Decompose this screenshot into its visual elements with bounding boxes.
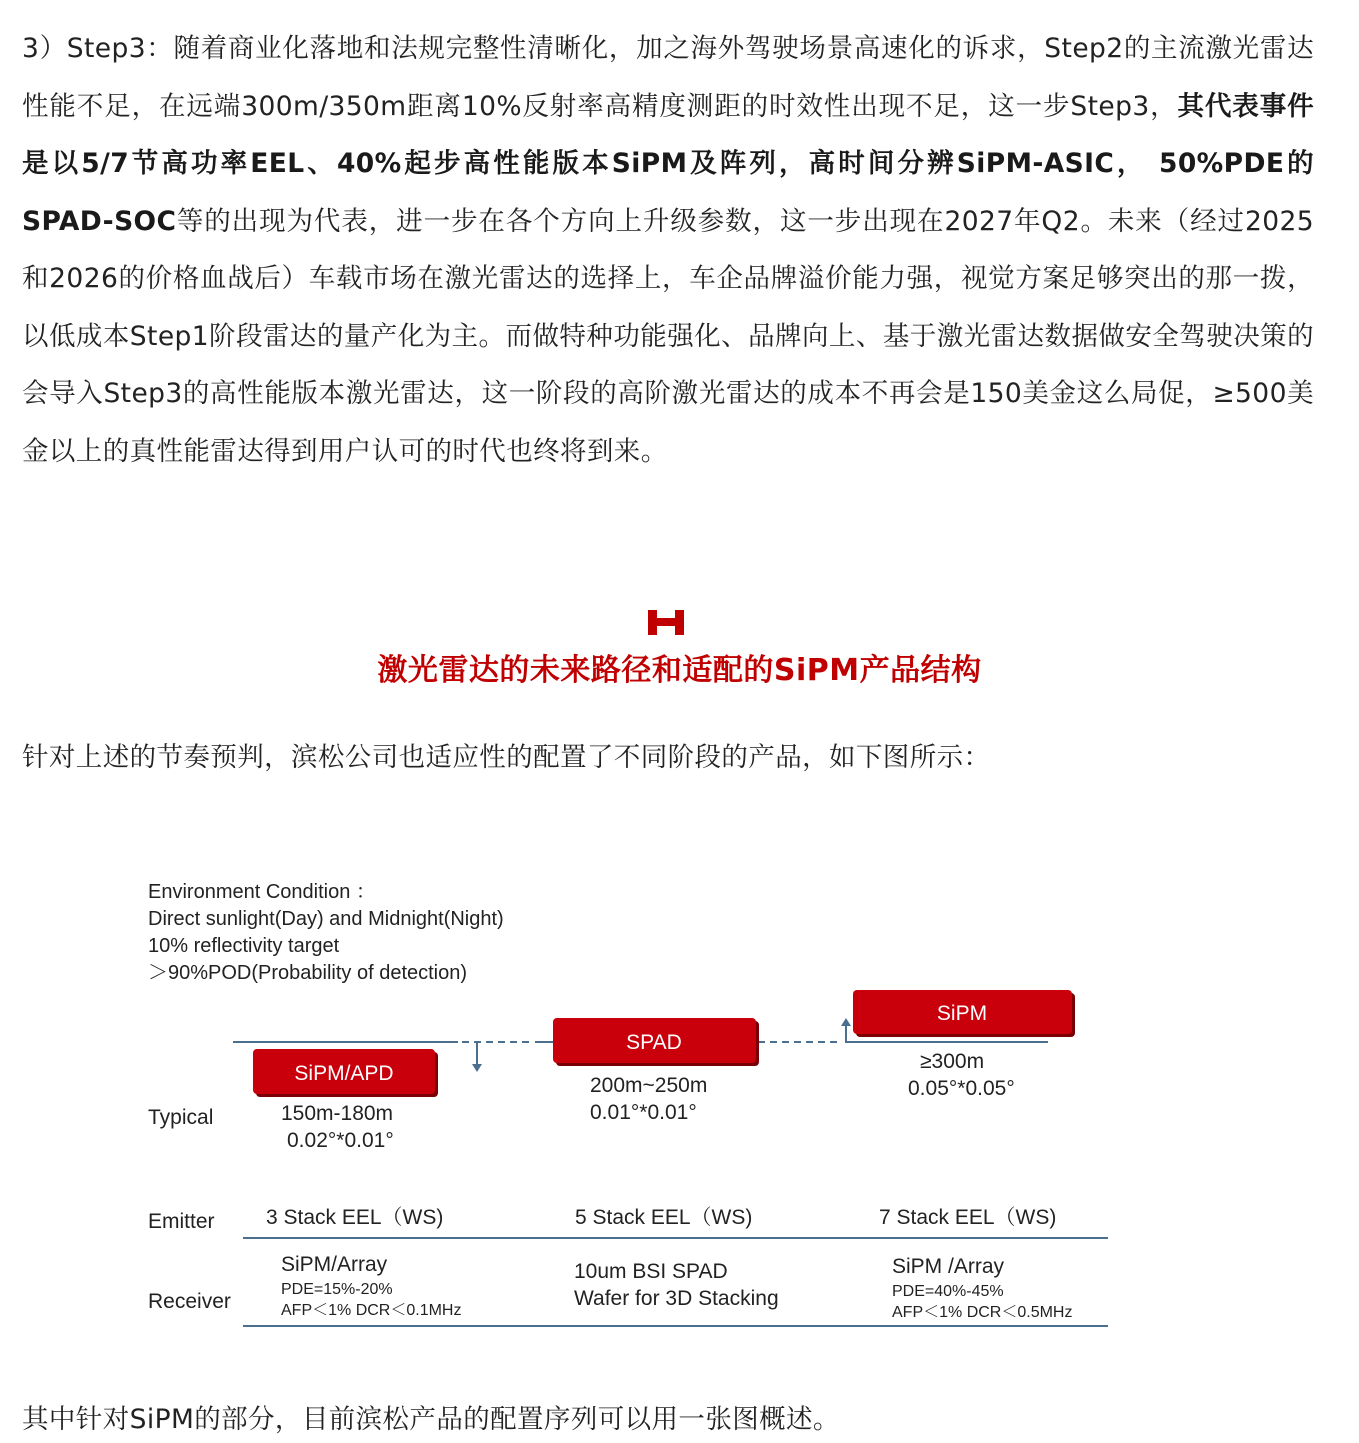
stage-1-receiver-line1: PDE=15%-20% bbox=[281, 1281, 393, 1298]
emitter-label: Emitter bbox=[148, 1210, 215, 1233]
stage-3-receiver-line1: PDE=40%-45% bbox=[892, 1283, 1004, 1300]
typical-label: Typical bbox=[148, 1106, 214, 1129]
hamamatsu-logo-icon bbox=[648, 610, 684, 635]
stage-3-resolution: 0.05°*0.05° bbox=[908, 1077, 1015, 1100]
stage-1-range: 150m-180m bbox=[281, 1102, 394, 1125]
stage-3-receiver-title: SiPM /Array bbox=[892, 1255, 1005, 1278]
stage-2-emitter: 5 Stack EEL（WS) bbox=[575, 1206, 753, 1229]
env-line-4: ＞90%POD(Probability of detection) bbox=[148, 962, 468, 984]
env-line-3: 10% reflectivity target bbox=[148, 935, 340, 957]
stage-3-name: SiPM bbox=[936, 1002, 988, 1025]
stage-1-name: SiPM/APD bbox=[294, 1062, 394, 1085]
stage-box-spad bbox=[553, 1018, 759, 1066]
stage-2-receiver-title: 10um BSI SPAD bbox=[574, 1260, 728, 1283]
stage-3-range: ≥300m bbox=[920, 1050, 985, 1073]
stage-1-resolution: 0.02°*0.01° bbox=[287, 1129, 394, 1152]
stage-2-range: 200m~250m bbox=[590, 1074, 708, 1097]
stage-1-receiver-line2: AFP＜1% DCR＜0.1MHz bbox=[281, 1302, 462, 1319]
outro-text: 其中针对SiPM的部分，目前滨松产品的配置序列可以用一张图概述。 bbox=[22, 1404, 840, 1435]
stage-1-emitter: 3 Stack EEL（WS) bbox=[266, 1206, 444, 1229]
stage-3-receiver-line2: AFP＜1% DCR＜0.5MHz bbox=[892, 1304, 1073, 1321]
stage-box-sipm bbox=[853, 990, 1075, 1037]
section-heading: 激光雷达的未来路径和适配的SiPM产品结构 bbox=[377, 653, 982, 688]
paragraph-text-tail: 等的出现为代表，进一步在各个方向上升级参数，这一步出现在2027年Q2。未来（经过2025和2026的价格血战后）车载市场在激光雷达的选择上，车企品牌溢价能力强，视觉方案足够突出的那一拨，以低成本Step1阶段雷达的量产化为主。而做特种功能强化、品牌向上、基于激光雷达数据做安全驾驶决策的会导入Step3的高性能版本激光雷达，这一阶段的高阶激光雷达的成本不再会是150美金这么局促，≥500美金以上的真性能雷达得到用户认可的时代也终将到来。 bbox=[22, 205, 1314, 467]
arrow-up-icon bbox=[841, 1018, 851, 1042]
stage-2-name: SPAD bbox=[626, 1031, 682, 1054]
step3-paragraph bbox=[22, 20, 1314, 480]
env-line-1: Environment Condition ： bbox=[148, 881, 376, 903]
receiver-label: Receiver bbox=[148, 1290, 231, 1313]
stage-3-emitter: 7 Stack EEL（WS) bbox=[879, 1206, 1057, 1229]
stage-2-resolution: 0.01°*0.01° bbox=[590, 1101, 697, 1124]
paragraph-bold-text: 其代表事件是以5/7节高功率EEL、40%起步高性能版本SiPM及阵列，高时间分辨SiPM-ASIC， 50%PDE的SPAD-SOC bbox=[22, 90, 1314, 237]
stage-1-receiver-title: SiPM/Array bbox=[281, 1253, 388, 1276]
stage-2-receiver-line1: Wafer for 3D Stacking bbox=[574, 1287, 779, 1310]
env-line-2: Direct sunlight(Day) and Midnight(Night) bbox=[148, 908, 504, 930]
lidar-roadmap-diagram bbox=[0, 850, 1359, 1350]
paragraph-text: 3）Step3：随着商业化落地和法规完整性清晰化，加之海外驾驶场景高速化的诉求，Step2的主流激光雷达性能不足，在远端300m/350m距离10%反射率高精度测距的时效性出现不足，这一步Step3， bbox=[22, 33, 1314, 122]
intro-text: 针对上述的节奏预判，滨松公司也适应性的配置了不同阶段的产品，如下图所示： bbox=[22, 742, 991, 773]
stage-box-sipm-apd bbox=[253, 1049, 438, 1097]
arrow-down-icon bbox=[472, 1042, 482, 1072]
